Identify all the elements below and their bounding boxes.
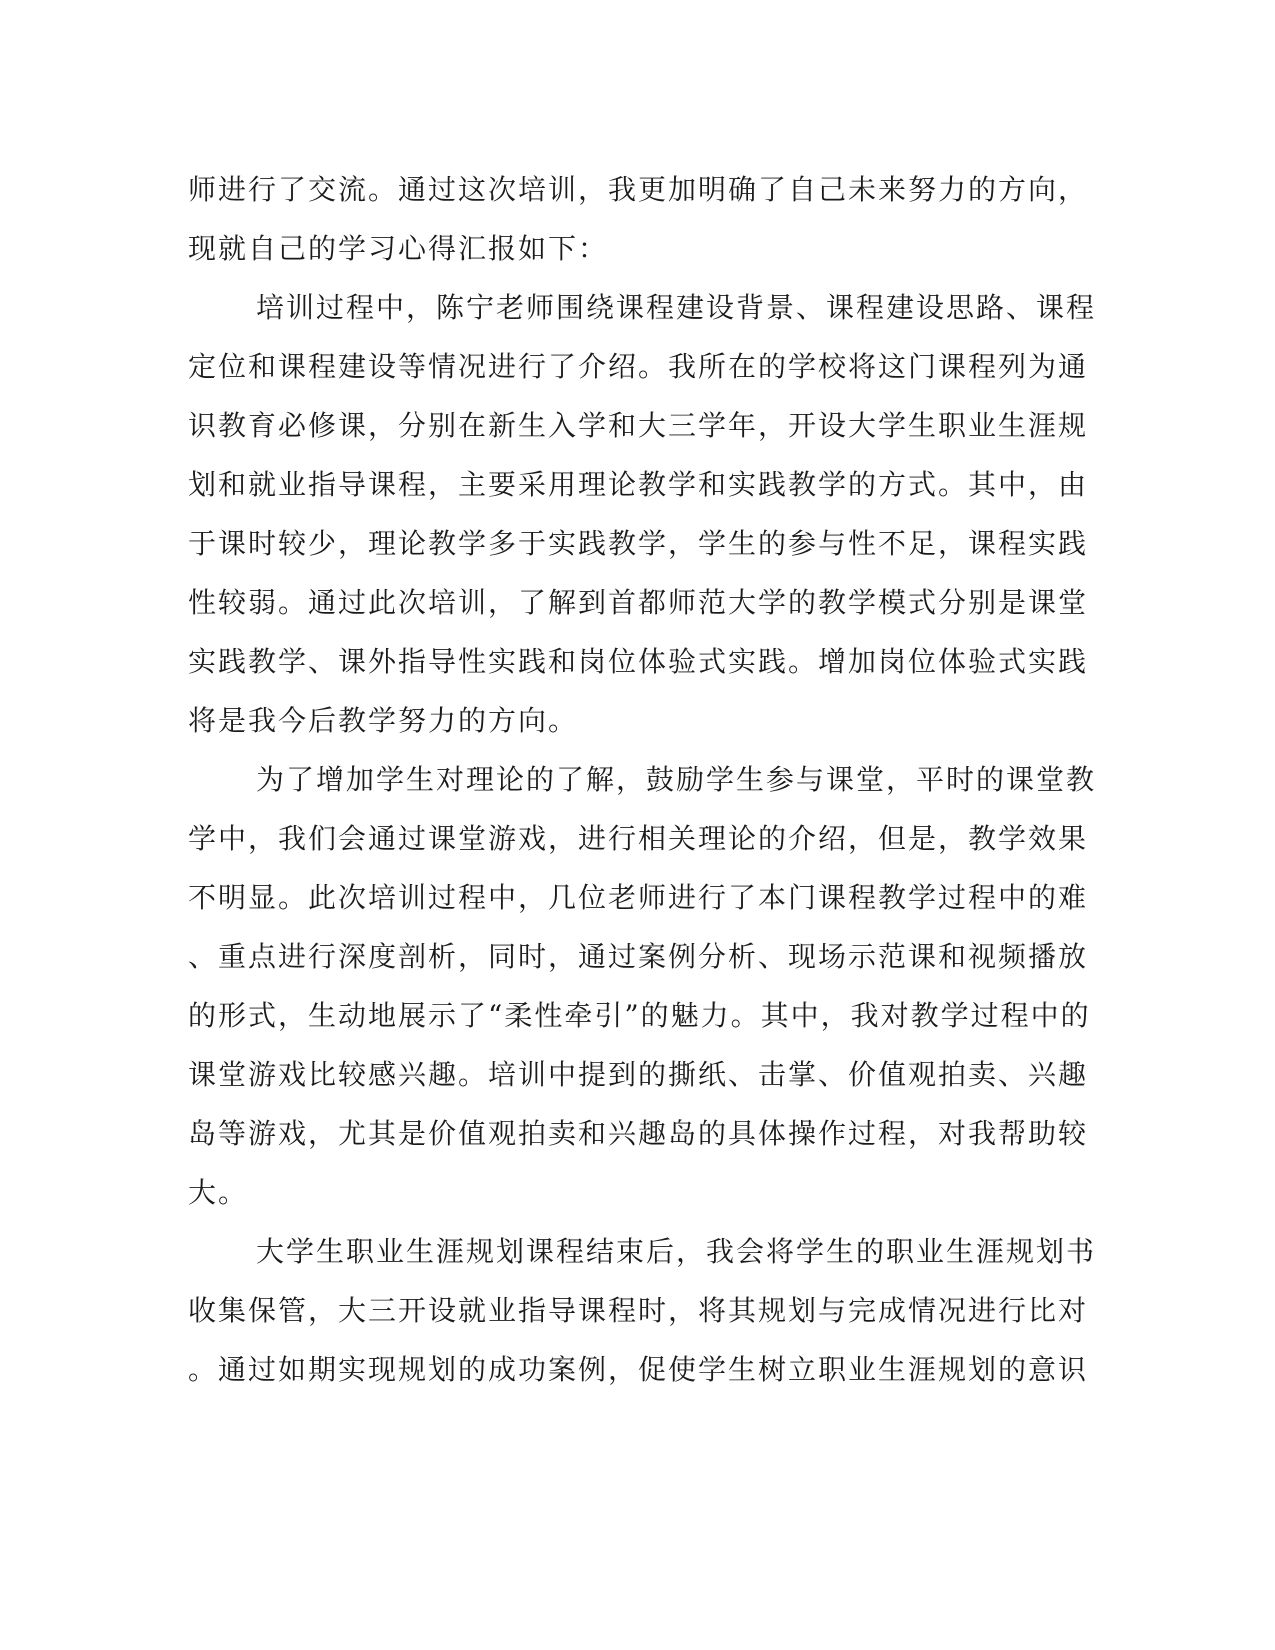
text-line: 现就自己的学习心得汇报如下：: [188, 232, 609, 265]
paragraph-start-line: 培训过程中，陈宁老师围绕课程建设背景、课程建设思路、课程: [256, 291, 1097, 324]
text-line: 于课时较少，理论教学多于实践教学，学生的参与性不足，课程实践: [188, 527, 1089, 560]
text-line: 将是我今后教学努力的方向。: [188, 704, 579, 737]
text-line: 识教育必修课，分别在新生入学和大三学年，开设大学生职业生涯规: [188, 409, 1089, 442]
text-line: 划和就业指导课程，主要采用理论教学和实践教学的方式。其中，由: [188, 468, 1089, 501]
text-line: 的形式，生动地展示了“柔性牵引”的魅力。其中，我对教学过程中的: [188, 999, 1091, 1032]
text-line: 、重点进行深度剖析，同时，通过案例分析、现场示范课和视频播放: [188, 940, 1089, 973]
text-line: 定位和课程建设等情况进行了介绍。我所在的学校将这门课程列为通: [188, 350, 1089, 383]
text-line: 课堂游戏比较感兴趣。培训中提到的撕纸、击掌、价值观拍卖、兴趣: [188, 1058, 1089, 1091]
text-line: 师进行了交流。通过这次培训，我更加明确了自己未来努力的方向，: [188, 173, 1089, 206]
text-line: 实践教学、课外指导性实践和岗位体验式实践。增加岗位体验式实践: [188, 645, 1089, 678]
text-line: 学中，我们会通过课堂游戏，进行相关理论的介绍，但是，教学效果: [188, 822, 1089, 855]
text-line: 性较弱。通过此次培训，了解到首都师范大学的教学模式分别是课堂: [188, 586, 1089, 619]
paragraph-start-line: 大学生职业生涯规划课程结束后，我会将学生的职业生涯规划书: [256, 1235, 1097, 1268]
text-line: 大。: [188, 1176, 249, 1209]
text-line: 不明显。此次培训过程中，几位老师进行了本门课程教学过程中的难: [188, 881, 1089, 914]
text-line: 。通过如期实现规划的成功案例，促使学生树立职业生涯规划的意识: [188, 1353, 1089, 1386]
text-line: 岛等游戏，尤其是价值观拍卖和兴趣岛的具体操作过程，对我帮助较: [188, 1117, 1089, 1150]
paragraph-start-line: 为了增加学生对理论的了解，鼓励学生参与课堂，平时的课堂教: [256, 763, 1097, 796]
text-line: 收集保管，大三开设就业指导课程时，将其规划与完成情况进行比对: [188, 1294, 1089, 1327]
